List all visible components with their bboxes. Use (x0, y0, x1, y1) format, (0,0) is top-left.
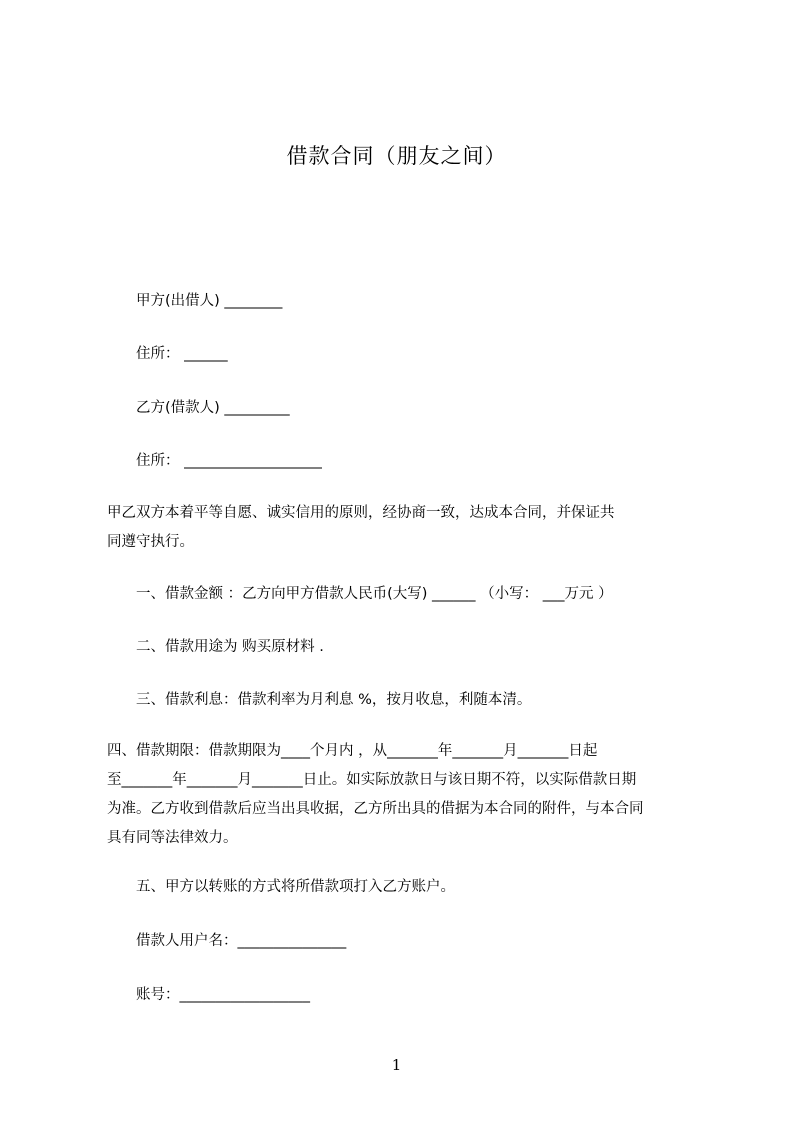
party-a-line: 甲方(出借人) ________ (136, 293, 283, 309)
clause-loan-purpose: 二、借款用途为 购买原材料 . (136, 639, 324, 655)
clause-loan-term (107, 737, 697, 853)
preamble-line: 甲乙双方本着平等自愿、诚实信用的原则，经协商一致，达成本合同，并保证共 (107, 505, 615, 521)
clause-loan-amount: 一、借款金额 ：乙方向甲方借款人民币(大写) ______ （小写： ___万元 ） (136, 586, 613, 602)
clause-term-line: 具有同等法律效力。 (107, 830, 238, 846)
party-b-address: 住所： ___________________ (136, 453, 322, 469)
page-number: 1 (391, 1056, 402, 1074)
party-a-address: 住所： ______ (136, 346, 228, 362)
party-b-line: 乙方(借款人) _________ (136, 400, 290, 416)
clause-transfer-method: 五、甲方以转账的方式将所借款项打入乙方账户。 (136, 879, 455, 895)
clause-term-line: 为准。乙方收到借款后应当出具收据，乙方所出具的借据为本合同的附件，与本合同 (107, 801, 644, 817)
borrower-account-name: 借款人用户名：_______________ (136, 933, 347, 949)
clause-term-line: 四、借款期限：借款期限为____个月内 ，从_______年_______月_______日起 (107, 743, 598, 759)
clause-loan-interest: 三、借款利息：借款利率为月利息 %，按月收息，利随本清。 (136, 692, 532, 708)
document-title: 借款合同（朋友之间） (286, 144, 507, 168)
borrower-account-number: 账号：__________________ (136, 987, 310, 1003)
clause-term-line: 至_______年_______月_______日止。如实际放款日与该日期不符，以实际借款日期 (107, 772, 637, 788)
preamble-line: 同遵守执行。 (107, 534, 194, 550)
preamble-paragraph (107, 499, 697, 557)
